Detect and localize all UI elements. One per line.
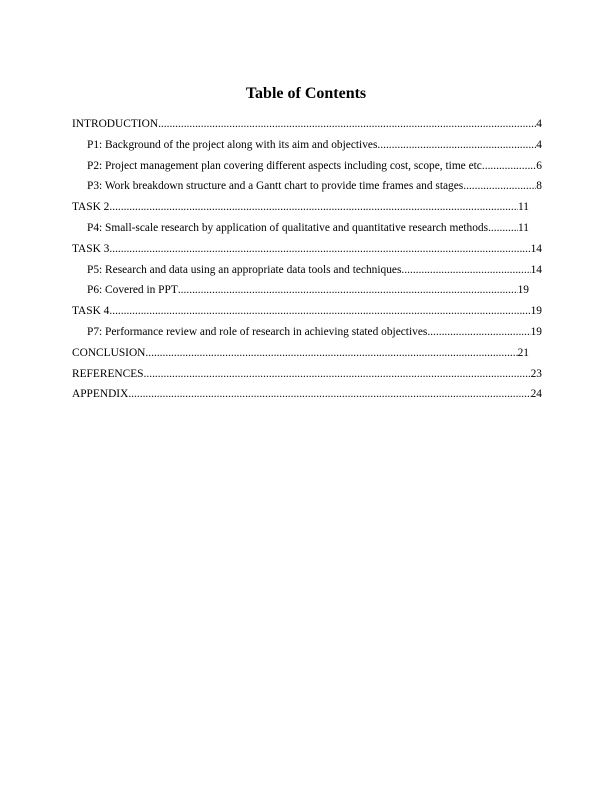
toc-entry-text: P3: Work breakdown structure and a Gantt chart to provide time frames and stages bbox=[87, 180, 464, 193]
toc-entry-text: P7: Performance review and role of research in achieving stated objectives bbox=[87, 325, 428, 338]
toc-entry-task-2[interactable] bbox=[72, 200, 529, 221]
toc-entry-p6[interactable] bbox=[72, 283, 529, 304]
toc-entry-task-4[interactable] bbox=[72, 304, 542, 325]
toc-entry-p5[interactable] bbox=[72, 263, 542, 284]
toc-entry-conclusion[interactable] bbox=[72, 346, 529, 367]
toc-leader-dots bbox=[109, 200, 518, 214]
toc-entry-page: 14 bbox=[530, 242, 542, 255]
toc-entry-text: REFERENCES bbox=[72, 367, 144, 380]
toc-entry-p1[interactable] bbox=[72, 138, 542, 159]
toc-entry-text: INTRODUCTION bbox=[72, 118, 159, 130]
toc-entry-page: 24 bbox=[530, 388, 542, 401]
toc-entry-page: 21 bbox=[517, 346, 529, 359]
toc-entry-text: TASK 2 bbox=[72, 201, 110, 214]
toc-entry-page: 4 bbox=[536, 118, 542, 130]
toc-entry-page: 11 bbox=[518, 201, 529, 214]
toc-entry-page: 11 bbox=[518, 221, 529, 234]
toc-entry-p3[interactable] bbox=[72, 179, 542, 200]
toc-list bbox=[72, 117, 542, 408]
toc-entry-page: 19 bbox=[530, 305, 542, 318]
toc-entry-appendix[interactable] bbox=[72, 387, 542, 408]
toc-entry-introduction[interactable] bbox=[72, 117, 542, 138]
toc-entry-page: 23 bbox=[530, 367, 542, 380]
toc-entry-text: P2: Project management plan covering different aspects including cost, scope, time etc bbox=[87, 159, 482, 172]
toc-leader-dots bbox=[158, 117, 536, 131]
toc-leader-dots bbox=[401, 263, 530, 277]
toc-leader-dots bbox=[128, 387, 530, 401]
toc-leader-dots bbox=[463, 179, 536, 193]
toc-leader-dots bbox=[109, 242, 530, 256]
toc-leader-dots bbox=[427, 325, 530, 339]
toc-entry-page: 6 bbox=[536, 159, 542, 172]
toc-entry-references[interactable] bbox=[72, 367, 542, 388]
toc-entry-text: CONCLUSION bbox=[72, 346, 146, 359]
toc-entry-p2[interactable] bbox=[72, 159, 542, 180]
toc-entry-text: APPENDIX bbox=[72, 388, 129, 401]
toc-entry-text: TASK 4 bbox=[72, 305, 110, 318]
toc-entry-text: P5: Research and data using an appropriate data tools and techniques bbox=[87, 263, 402, 276]
toc-leader-dots bbox=[144, 367, 531, 381]
toc-leader-dots bbox=[488, 221, 518, 235]
toc-entry-p7[interactable] bbox=[72, 325, 542, 346]
toc-entry-text: P1: Background of the project along with its aim and objectives bbox=[87, 138, 378, 151]
toc-entry-page: 8 bbox=[536, 180, 542, 193]
toc-entry-text: TASK 3 bbox=[72, 242, 110, 255]
toc-entry-text: P4: Small-scale research by application of qualitative and quantitative research methods bbox=[87, 221, 489, 234]
toc-entry-page: 14 bbox=[530, 263, 542, 276]
toc-entry-page: 19 bbox=[530, 325, 542, 338]
toc-title: Table of Contents bbox=[245, 85, 367, 102]
toc-entry-page: 19 bbox=[517, 284, 529, 297]
toc-entry-task-3[interactable] bbox=[72, 242, 542, 263]
toc-leader-dots bbox=[377, 138, 536, 152]
toc-leader-dots bbox=[482, 159, 536, 173]
toc-leader-dots bbox=[145, 346, 517, 360]
toc-entry-text: P6: Covered in PPT bbox=[87, 284, 178, 297]
toc-entry-page: 4 bbox=[536, 138, 542, 151]
toc-entry-p4[interactable] bbox=[72, 221, 529, 242]
toc-leader-dots bbox=[178, 283, 518, 297]
toc-leader-dots bbox=[109, 304, 530, 318]
